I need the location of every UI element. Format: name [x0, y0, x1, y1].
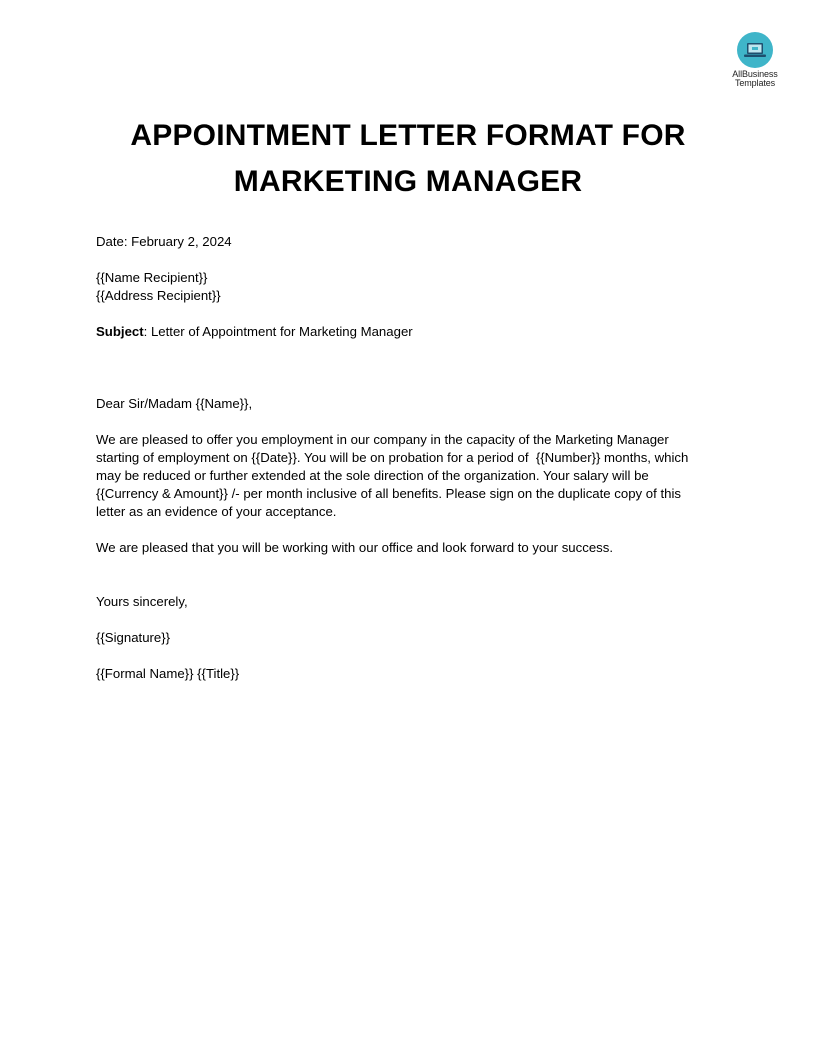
closing: Yours sincerely, — [96, 594, 188, 609]
logo-text-line1: AllBusiness — [732, 69, 778, 79]
letter-body — [96, 233, 720, 683]
paragraph1-line: may be reduced or further extended at the sole direction of the organization. Your salary will be — [96, 468, 649, 483]
spacer — [96, 413, 720, 431]
spacer — [96, 647, 720, 665]
spacer — [96, 359, 720, 377]
logo-text — [724, 70, 786, 88]
recipient-address: {{Address Recipient}} — [96, 288, 221, 303]
subject-text: : Letter of Appointment for Marketing Manager — [143, 324, 413, 339]
subject-label: Subject — [96, 324, 144, 339]
subject-line — [96, 323, 720, 341]
letter-date: Date: February 2, 2024 — [96, 234, 232, 249]
paragraph1-line: starting of employment on {{Date}}. You will be on probation for a period of {{Number}} months, which — [96, 450, 689, 465]
spacer — [96, 251, 720, 269]
spacer — [96, 575, 720, 593]
salutation: Dear Sir/Madam {{Name}}, — [96, 396, 253, 411]
title-line2: MARKETING MANAGER — [233, 165, 583, 198]
page-title — [96, 113, 720, 205]
allbusiness-logo — [724, 32, 786, 88]
spacer — [96, 305, 720, 323]
spacer — [96, 341, 720, 359]
spacer — [96, 611, 720, 629]
signature-placeholder: {{Signature}} — [96, 630, 171, 645]
spacer — [96, 377, 720, 395]
spacer — [96, 521, 720, 539]
spacer — [96, 557, 720, 575]
paragraph2: We are pleased that you will be working with our office and look forward to your success. — [96, 540, 614, 555]
paragraph1-line: letter as an evidence of your acceptance. — [96, 504, 337, 519]
paragraph1-line: {{Currency & Amount}} /- per month inclusive of all benefits. Please sign on the duplicate copy of this — [96, 486, 681, 501]
formal-name-title: {{Formal Name}} {{Title}} — [96, 666, 240, 681]
paragraph1-line: We are pleased to offer you employment in our company in the capacity of the Marketing Manager — [96, 432, 669, 447]
logo-text-line2: Templates — [734, 78, 776, 88]
recipient-name: {{Name Recipient}} — [96, 270, 208, 285]
laptop-icon — [737, 32, 773, 68]
title-line1: APPOINTMENT LETTER FORMAT FOR — [130, 119, 686, 152]
